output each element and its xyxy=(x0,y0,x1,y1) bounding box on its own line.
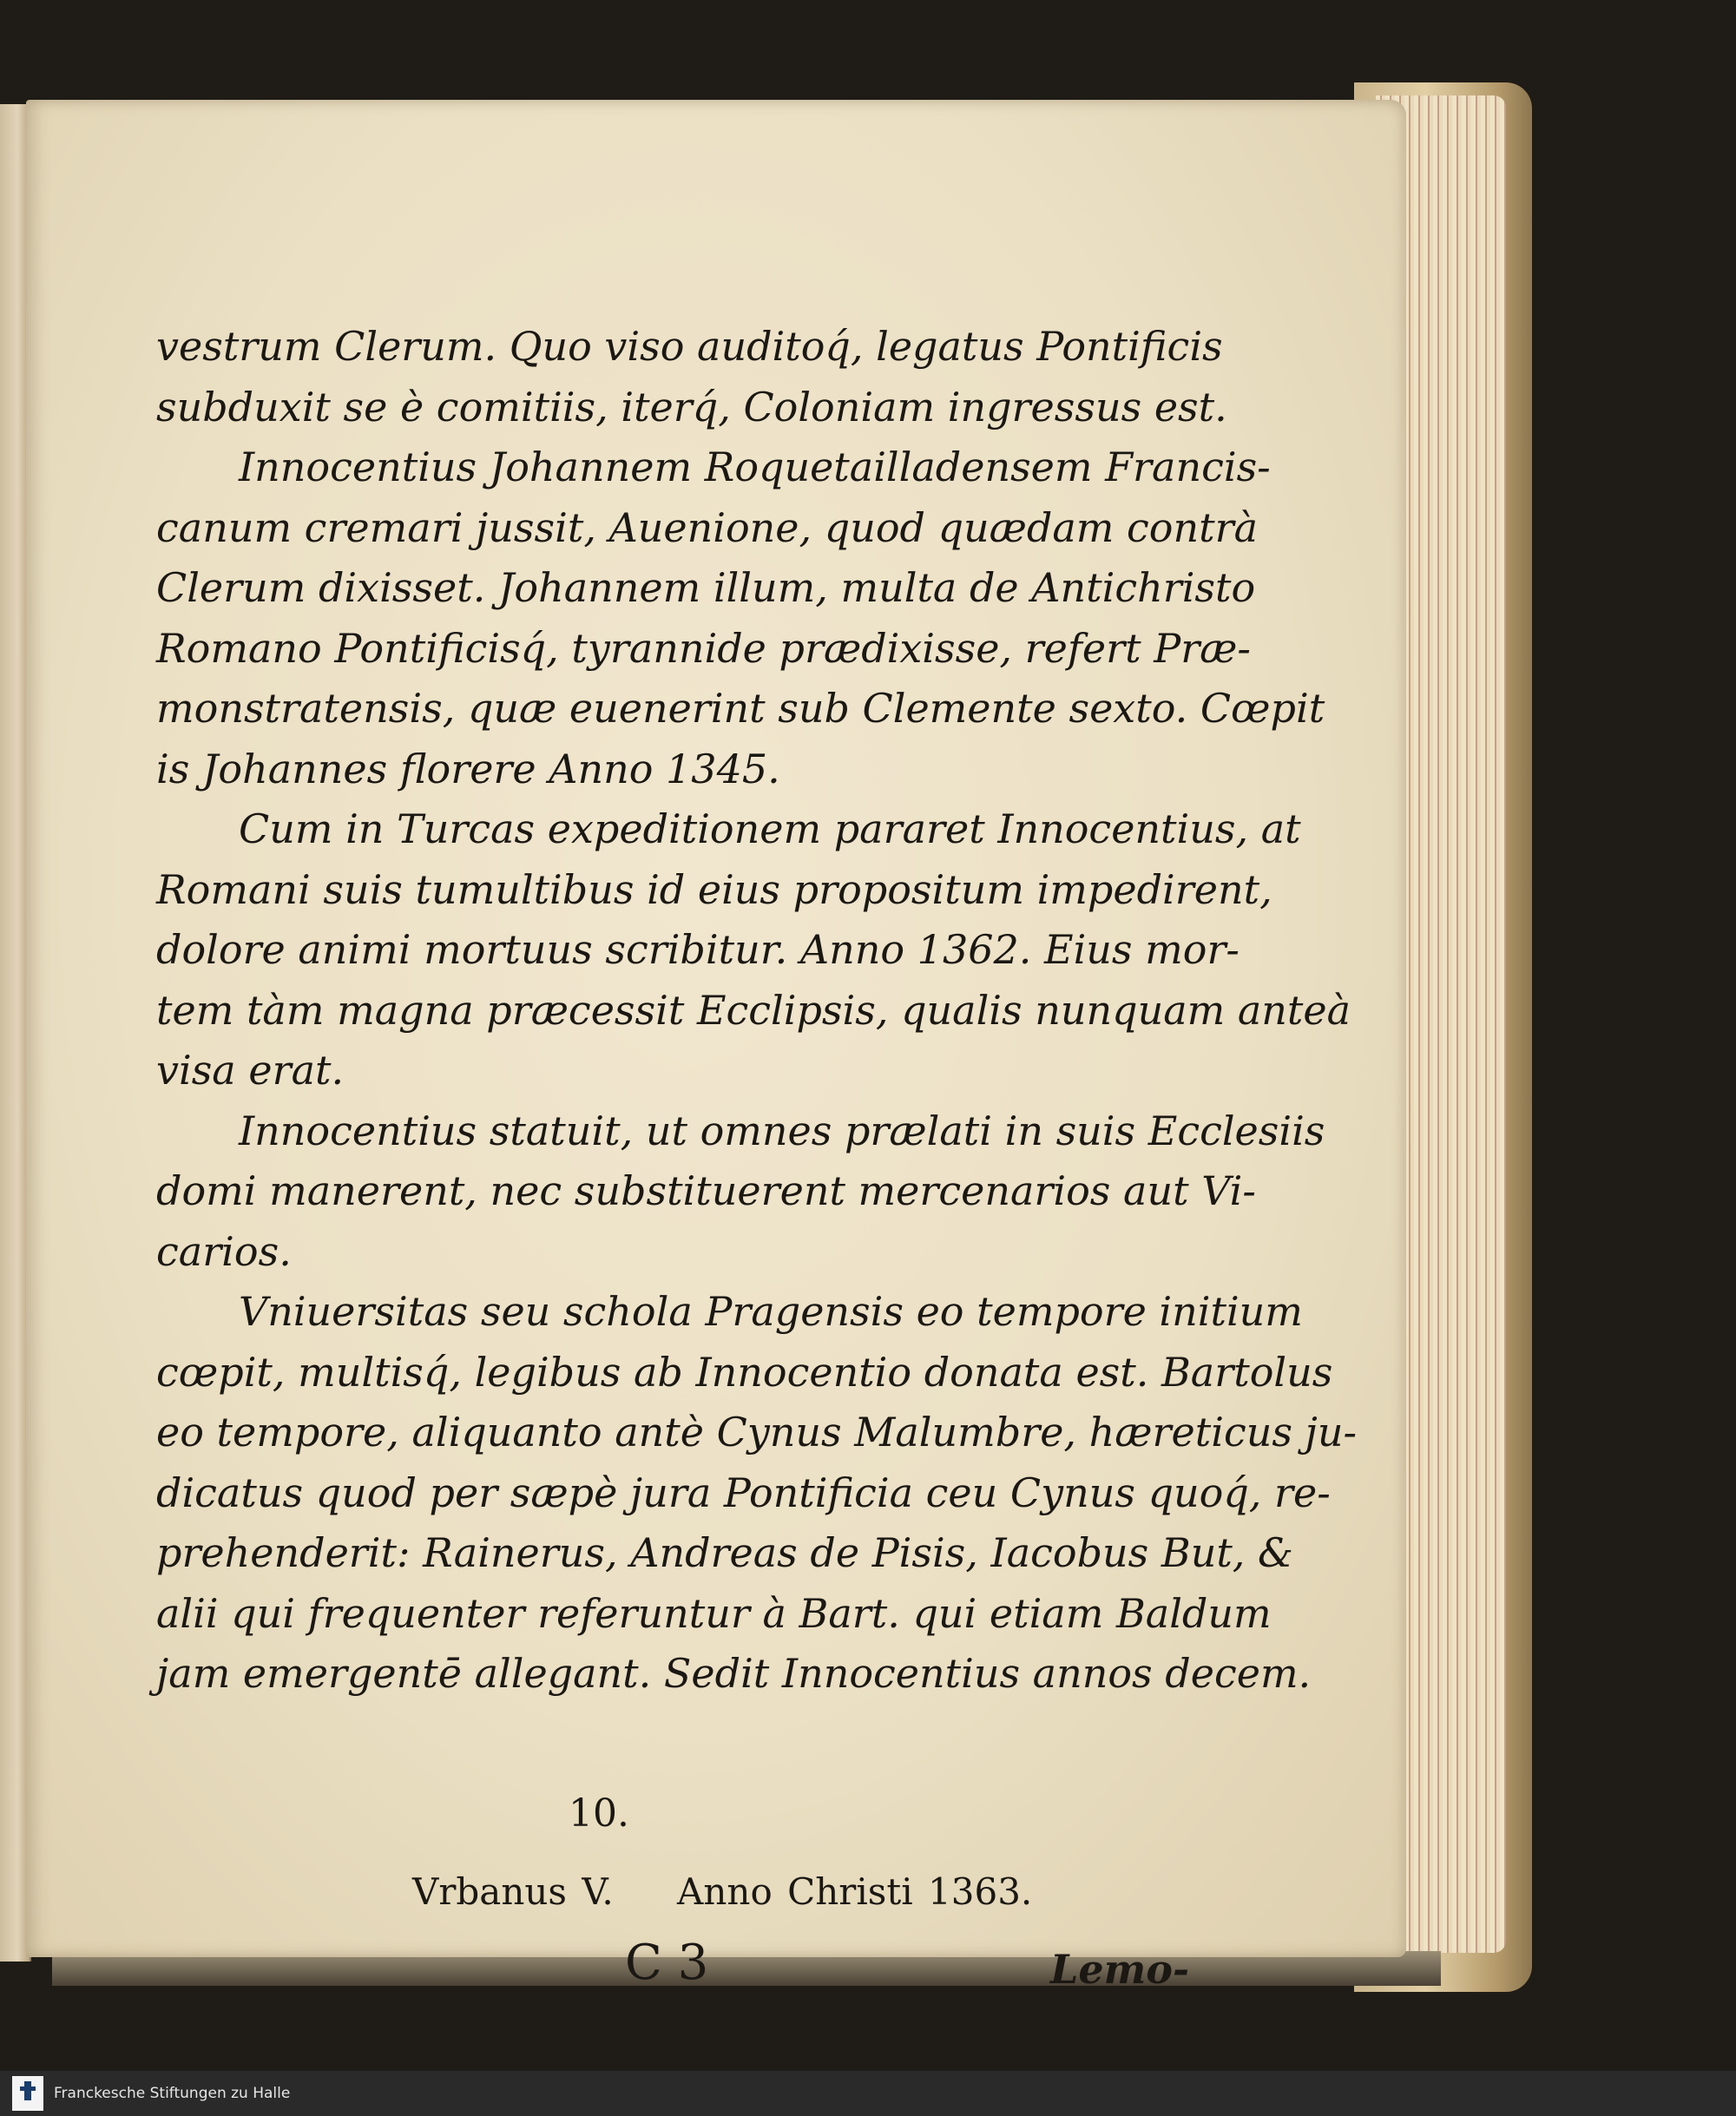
section-heading xyxy=(412,1862,1032,1922)
text-line: Clerum dixisset. Johannem illum, multa de Antichristo xyxy=(156,564,1256,611)
section-number: 10. xyxy=(569,1791,629,1836)
text-line: vestrum Clerum. Quo viso auditoq́, legatus Pontificis xyxy=(156,323,1223,370)
text-line: Innocentius statuit, ut omnes prælati in suis Ecclesiis xyxy=(239,1107,1325,1154)
text-line: subduxit se è comitiis, iterq́, Coloniam ingressus est. xyxy=(156,383,1227,430)
text-line: Innocentius Johannem Roquetailladensem Francis- xyxy=(239,444,1271,490)
text-line: domi manerent, nec substituerent mercenarios aut Vi- xyxy=(156,1167,1256,1214)
text-line: dolore animi mortuus scribitur. Anno 1362. Eius mor- xyxy=(156,926,1240,973)
text-line: carios. xyxy=(156,1227,292,1275)
institution-logo-icon xyxy=(12,2076,43,2111)
text-line: tem tàm magna præcessit Ecclipsis, qualis nunquam anteà xyxy=(156,986,1351,1034)
text-line: Romano Pontificisq́, tyrannide prædixisse, refert Præ- xyxy=(156,624,1251,672)
paragraph xyxy=(156,437,1325,799)
heading-year: Anno Christi 1363. xyxy=(677,1870,1033,1913)
text-line: jam emergentē allegant. Sedit Innocentius annos decem. xyxy=(156,1650,1312,1697)
text-line: is Johannes florere Anno 1345. xyxy=(156,745,780,792)
text-line: cœpit, multisq́, legibus ab Innocentio donata est. Bartolus xyxy=(156,1348,1333,1396)
text-line: Cum in Turcas expeditionem pararet Innocentius, at xyxy=(239,805,1301,852)
paragraph xyxy=(156,1101,1325,1283)
text-line: visa erat. xyxy=(156,1047,345,1094)
text-line: monstratensis, quæ euenerint sub Clemente sexto. Cœpit xyxy=(156,685,1325,732)
body-text xyxy=(156,317,1357,1993)
signature-mark: C 3 xyxy=(625,1935,709,1991)
text-line: prehenderit: Rainerus, Andreas de Pisis, Iacobus But, & xyxy=(156,1529,1293,1576)
book-page xyxy=(26,100,1406,1993)
text-line: alii qui frequenter referuntur à Bart. qui etiam Baldum xyxy=(156,1589,1272,1637)
paragraph xyxy=(156,1282,1357,1705)
text-line: dicatus quod per sæpè jura Pontificia ceu Cynus quoq́, re- xyxy=(156,1469,1331,1516)
footer-bar xyxy=(0,2071,1736,2116)
paragraph xyxy=(156,799,1351,1101)
heading-pope: Vrbanus V. xyxy=(412,1870,614,1913)
text-line: Vniuersitas seu schola Pragensis eo tempore initium xyxy=(239,1288,1303,1335)
text-line: canum cremari jussit, Auenione, quod quædam contrà xyxy=(156,503,1258,551)
text-line: Romani suis tumultibus id eius propositum impedirent, xyxy=(156,865,1272,913)
catchword: Lemo- xyxy=(1050,1946,1190,1993)
institution-name: Franckesche Stiftungen zu Halle xyxy=(54,2085,291,2102)
paragraph xyxy=(156,317,1227,437)
text-line: eo tempore, aliquanto antè Cynus Malumbre, hæreticus ju- xyxy=(156,1409,1357,1456)
